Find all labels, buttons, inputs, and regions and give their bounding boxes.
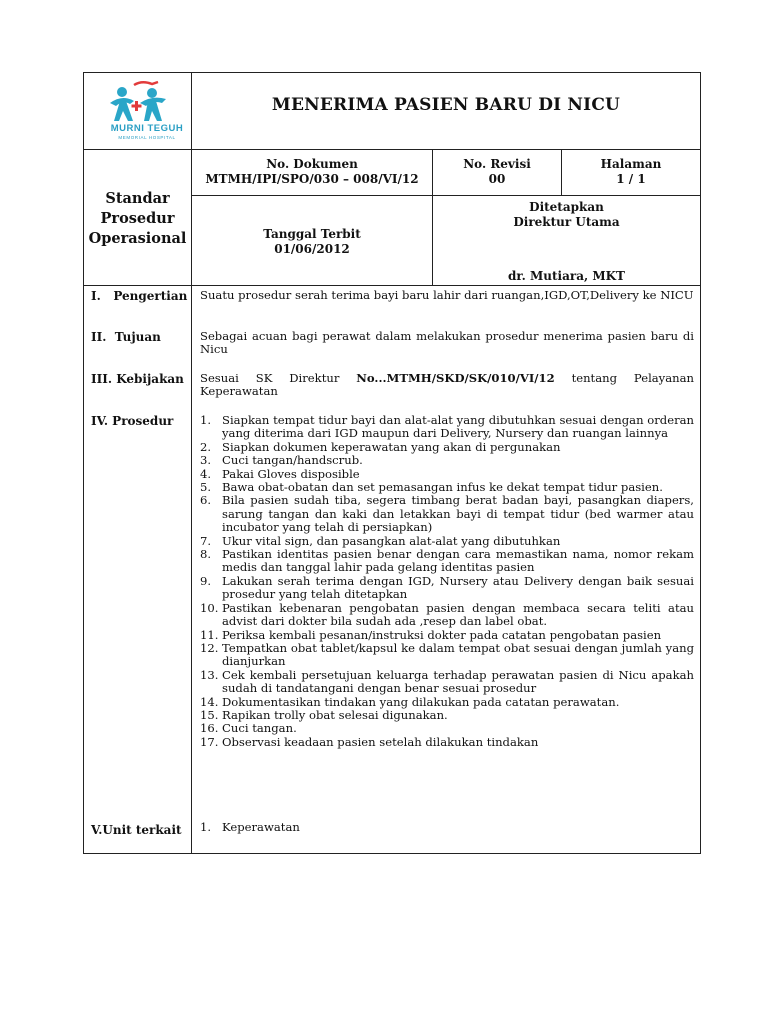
step-number: 9.	[200, 573, 212, 588]
procedure-step	[200, 602, 694, 629]
steps-list	[200, 414, 694, 749]
step-text: Tempatkan obat tablet/kapsul ke dalam tempat obat sesuai dengan jumlah yang dianjurkan	[222, 640, 694, 669]
pengertian-text: Suatu prosedur serah terima bayi baru lahir dari ruangan,IGD,OT,Delivery ke NICU	[200, 288, 694, 302]
step-text: Ukur vital sign, dan pasangkan alat-alat yang dibutuhkan	[222, 533, 561, 548]
kebijakan-text-pre: Sesuai SK Direktur	[200, 371, 357, 385]
step-number: 3.	[200, 453, 212, 468]
approval-line: Direktur Utama	[513, 215, 620, 229]
step-number: 7.	[200, 533, 212, 548]
kebijakan-text	[200, 372, 694, 399]
section-label-prosedur: IV. Prosedur	[91, 414, 174, 428]
section-label-kebijakan: III. Kebijakan	[91, 372, 184, 386]
procedure-step	[200, 441, 694, 454]
step-number: 11.	[200, 627, 219, 642]
sop-document	[83, 72, 701, 854]
logo-subtitle: MEMORIAL HOSPITAL	[118, 135, 176, 140]
procedure-step	[200, 494, 694, 534]
procedure-step	[200, 481, 694, 494]
step-text: Cuci tangan.	[222, 721, 297, 736]
step-text: Pastikan identitas pasien benar dengan cara memastikan nama, nomor rekam medis dan tanggal lahir pada gelang identitas pasien	[222, 547, 694, 575]
divider	[84, 285, 700, 286]
step-number: 12.	[200, 640, 219, 655]
sop-label-line: Prosedur	[100, 210, 175, 227]
procedure-step	[200, 468, 694, 481]
issue-date-label: Tanggal Terbit	[263, 227, 361, 241]
signer-name: dr. Mutiara, MKT	[508, 269, 625, 283]
logo-name: MURNI TEGUH	[110, 123, 184, 134]
prosedur-steps	[200, 414, 694, 749]
page-label: Halaman	[600, 157, 662, 171]
unit-item-number: 1.	[200, 820, 212, 834]
kebijakan-text-post: tentang Pelayanan Keperawatan	[200, 371, 694, 399]
procedure-step	[200, 629, 694, 642]
step-text: Rapikan trolly obat selesai digunakan.	[222, 707, 448, 722]
step-number: 16.	[200, 721, 219, 736]
step-number: 15.	[200, 707, 219, 722]
step-number: 8.	[200, 547, 212, 562]
section-label-unit: V.Unit terkait	[91, 823, 182, 837]
divider	[84, 149, 700, 150]
document-title: MENERIMA PASIEN BARU DI NICU	[271, 95, 621, 115]
revision-label: No. Revisi	[463, 157, 531, 171]
step-number: 17.	[200, 734, 219, 749]
procedure-step	[200, 669, 694, 696]
unit-item	[200, 821, 694, 834]
revision-value: 00	[488, 172, 506, 186]
procedure-step	[200, 414, 694, 441]
step-text: Cek kembali persetujuan keluarga terhadap perawatan pasien di Nicu apakah sudah di tandatangani dengan benar sesuai prosedur	[222, 667, 694, 696]
step-text: Bila pasien sudah tiba, segera timbang berat badan bayi, pasangkan diapers, sarung tangan dan kaki dan letakkan bayi di tempat tidur (bed warmer atau incubator yang telah di persiapkan)	[222, 493, 694, 535]
step-text: Bawa obat-obatan dan set pemasangan infus ke dekat tempat tidur pasien.	[222, 480, 663, 495]
step-text: Pakai Gloves disposible	[222, 466, 360, 481]
page-value: 1 / 1	[616, 172, 646, 186]
step-number: 2.	[200, 439, 212, 454]
procedure-step	[200, 709, 694, 722]
procedure-step	[200, 696, 694, 709]
issue-date-value: 01/06/2012	[274, 242, 350, 256]
page-cell	[562, 157, 700, 187]
step-text: Lakukan serah terima dengan IGD, Nursery atau Delivery dengan baik sesuai prosedur yang telah ditetapkan	[222, 573, 694, 602]
procedure-step	[200, 454, 694, 467]
procedure-step	[200, 548, 694, 575]
procedure-step	[200, 575, 694, 602]
doc-number-value: MTMH/IPI/SPO/030 – 008/VI/12	[205, 172, 419, 186]
step-number: 10.	[200, 600, 219, 615]
sop-label-line: Operasional	[88, 230, 187, 247]
doc-number-cell	[192, 157, 432, 187]
sop-label-line: Standar	[105, 190, 170, 207]
revision-cell	[433, 157, 561, 187]
kebijakan-sk-number: No...MTMH/SKD/SK/010/VI/12	[356, 371, 555, 385]
step-number: 14.	[200, 694, 219, 709]
step-text: Observasi keadaan pasien setelah dilakukan tindakan	[222, 734, 539, 749]
logo-figures-icon	[106, 79, 172, 125]
divider	[191, 195, 700, 196]
tujuan-text: Sebagai acuan bagi perawat dalam melakukan prosedur menerima pasien baru di Nicu	[200, 329, 694, 357]
procedure-step	[200, 736, 694, 749]
approval-cell	[433, 200, 700, 230]
approval-line: Ditetapkan	[529, 200, 604, 214]
procedure-step	[200, 535, 694, 548]
unit-list	[200, 821, 694, 834]
step-number: 1.	[200, 413, 212, 427]
step-text: Siapkan dokumen keperawatan yang akan di pergunakan	[222, 439, 561, 454]
step-number: 13.	[200, 667, 219, 682]
procedure-step	[200, 722, 694, 735]
procedure-step	[200, 642, 694, 669]
divider	[191, 285, 192, 853]
step-number: 4.	[200, 466, 212, 481]
unit-item-text: Keperawatan	[222, 820, 300, 834]
step-text: Dokumentasikan tindakan yang dilakukan pada catatan perawatan.	[222, 694, 620, 709]
step-text: Siapkan tempat tidur bayi dan alat-alat yang dibutuhkan sesuai dengan orderan yang diterima dari IGD maupun dari Delivery, Nursery dan ruangan lainnya	[222, 413, 694, 441]
step-number: 6.	[200, 493, 212, 508]
section-label-tujuan: II. Tujuan	[91, 330, 161, 344]
step-text: Pastikan kebenaran pengobatan pasien dengan membaca secara teliti atau advist dari dokter bila sudah ada ,resep dan label obat.	[222, 600, 694, 629]
step-text: Cuci tangan/handscrub.	[222, 453, 363, 468]
section-label-pengertian: I. Pengertian	[91, 289, 188, 303]
issue-date-cell	[192, 227, 432, 257]
sop-label	[84, 189, 191, 249]
step-number: 5.	[200, 480, 212, 495]
logo-text	[101, 123, 193, 140]
hospital-logo	[84, 73, 191, 149]
step-text: Periksa kembali pesanan/instruksi dokter pada catatan pengobatan pasien	[222, 627, 662, 642]
doc-number-label: No. Dokumen	[266, 157, 358, 171]
